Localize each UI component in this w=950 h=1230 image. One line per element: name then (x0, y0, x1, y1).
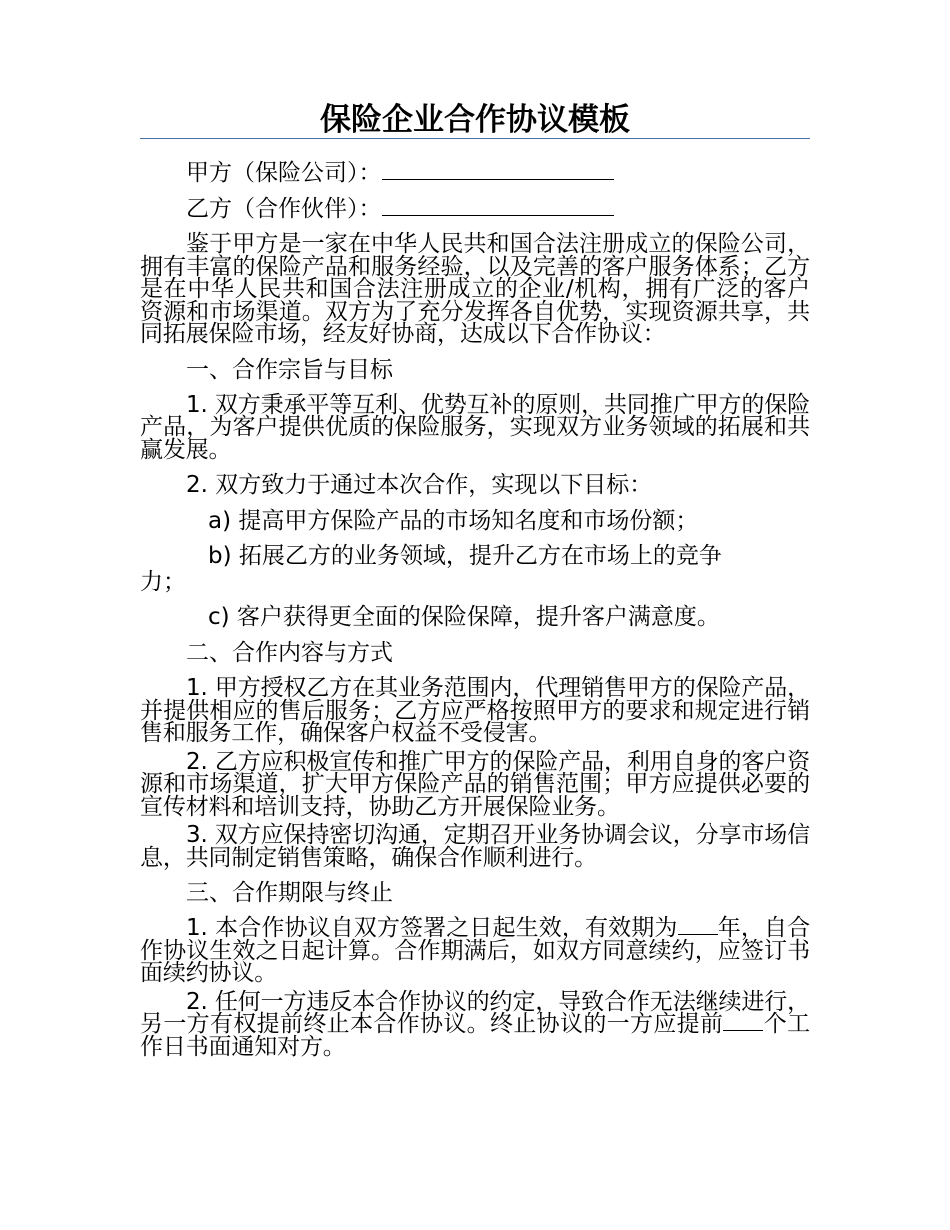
section-3-item-1-text-b: 年，自合作协议生效之日起计算。合作期满后，如双方同意续约，应签订书面续约协议。 (140, 915, 811, 986)
section-2-heading: 二、合作内容与方式 (186, 640, 393, 666)
document-body (140, 155, 810, 1064)
section-3-item-1-text-a: 1. 本合作协议自双方签署之日起生效，有效期为 (186, 915, 678, 941)
section-1-sub-b: b) 拓展乙方的业务领域，提升乙方在市场上的竞争力； (140, 543, 722, 595)
title-underline (140, 138, 810, 139)
party-a-blank (382, 178, 614, 180)
preamble-paragraph: 鉴于甲方是一家在中华人民共和国合法注册成立的保险公司，拥有丰富的保险产品和服务经验，以及完善的客户服务体系；乙方是在中华人民共和国合法注册成立的企业/机构，拥有广泛的客户资源和市场渠道。双方为了充分发挥各自优势，实现资源共享，共同拓展保险市场，经友好协商，达成以下合作协议： (140, 231, 810, 347)
section-1-heading: 一、合作宗旨与目标 (186, 356, 393, 383)
section-2-item-1: 1. 甲方授权乙方在其业务范围内，代理销售甲方的保险产品，并提供相应的售后服务；乙方应严格按照甲方的要求和规定进行销售和服务工作，确保客户权益不受侵害。 (140, 675, 810, 746)
party-b-blank (382, 214, 614, 216)
term-years-blank (678, 933, 718, 935)
document-title: 保险企业合作协议模板 (320, 102, 630, 138)
section-3-item-2 (140, 988, 810, 1060)
section-2-item-2: 2. 乙方应积极宣传和推广甲方的保险产品，利用自身的客户资源和市场渠道，扩大甲方保险产品的销售范围；甲方应提供必要的宣传材料和培训支持，协助乙方开展保险业务。 (140, 748, 810, 820)
section-2-item-3: 3. 双方应保持密切沟通，定期召开业务协调会议，分享市场信息，共同制定销售策略，确保合作顺利进行。 (140, 822, 810, 871)
section-3-item-2-text-b: 个工作日书面通知对方。 (140, 1011, 810, 1060)
section-1-item-2: 2. 双方致力于通过本次合作，实现以下目标： (186, 472, 653, 498)
party-b-line (140, 191, 810, 227)
party-a-line (140, 155, 810, 191)
section-3-item-2-text-a: 2. 任何一方违反本合作协议的约定，导致合作无法继续进行，另一方有权提前终止本合作协议。终止协议的一方应提前 (140, 988, 810, 1037)
section-3-heading: 三、合作期限与终止 (186, 880, 393, 906)
section-1-sub-a: a) 提高甲方保险产品的市场知名度和市场份额； (208, 508, 699, 534)
party-b-label: 乙方（合作伙伴）： (186, 196, 382, 222)
notice-days-blank (723, 1029, 763, 1031)
party-a-label: 甲方（保险公司）： (186, 160, 382, 186)
section-3-item-1 (140, 917, 810, 985)
section-1-item-1: 1. 双方秉承平等互利、优势互补的原则，共同推广甲方的保险产品，为客户提供优质的保险服务，实现双方业务领域的拓展和共赢发展。 (140, 391, 810, 463)
section-1-sub-c: c) 客户获得更全面的保险保障，提升客户满意度。 (208, 604, 720, 630)
